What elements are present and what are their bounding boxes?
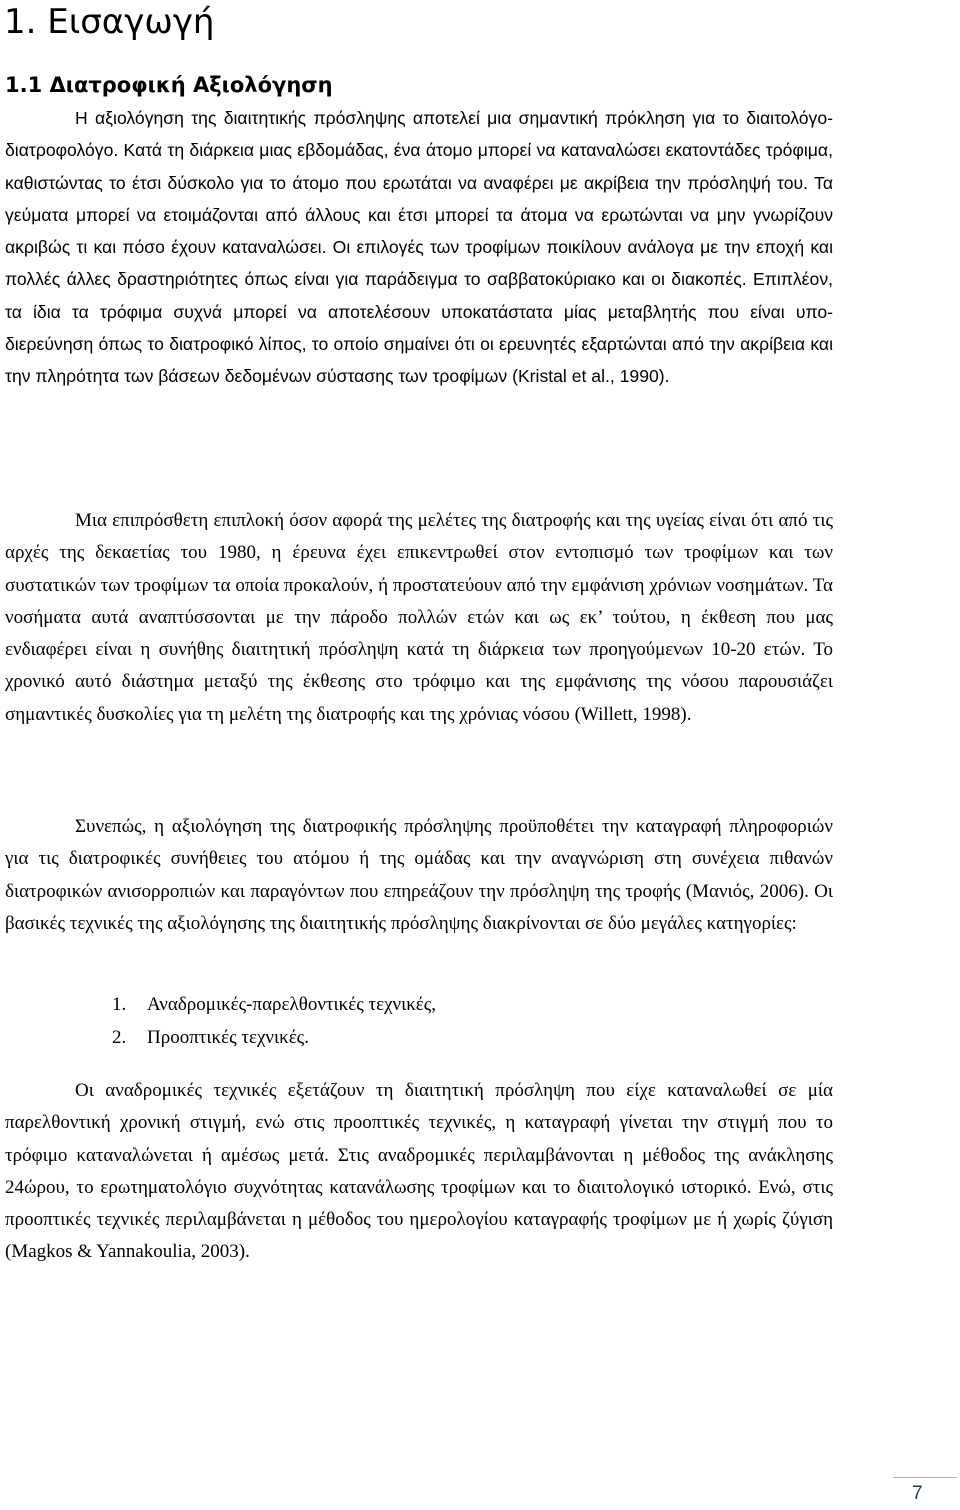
list-item-number: 2. xyxy=(112,1027,127,1048)
footer-divider xyxy=(893,1477,957,1478)
paragraph-3: Συνεπώς, η αξιολόγηση της διατροφικής πρόσληψης προϋποθέτει την καταγραφή πληροφοριών για τις διατροφικές συνήθειες του ατόμου ή της ομάδας και την αναγνώριση στη συνέχεια πιθανών διατροφικών ανισορροπιών και παραγόντων που επηρεάζουν την πρόσληψη της τροφής (Μανιός, 2006). Οι βασικές τεχνικές της αξιολόγησης της διαιτητικής πρόσληψης διακρίνονται σε δύο μεγάλες κατηγορίες: xyxy=(5,816,833,934)
paragraph-4: Οι αναδρομικές τεχνικές εξετάζουν τη διαιτητική πρόσληψη που είχε καταναλωθεί σε μία παρελθοντική χρονική στιγμή, ενώ στις προοπτικές τεχνικές, η καταγραφή γίνεται την στιγμή που το τρόφιμο καταναλώνεται ή αμέσως μετά. Στις αναδρομικές περιλαμβάνονται η μέθοδος της ανάκλησης 24ώρου, το ερωτηματολόγιο συχνότητας κατανάλωσης τροφίμων και το διαιτολογικό ιστορικό. Ενώ, στις προοπτικές τεχνικές περιλαμβάνεται η μέθοδος του ημερολογίου καταγραφής τροφίμων με ή χωρίς ζύγιση (Magkos & Yannakoulia, 2003). xyxy=(5,1080,833,1263)
list-item xyxy=(112,988,436,1021)
list-item-text: Αναδρομικές-παρελθοντικές τεχνικές, xyxy=(147,994,437,1015)
page-number: 7 xyxy=(912,1483,923,1504)
section-heading: 1.1 Διατροφική Αξιολόγηση xyxy=(5,73,333,97)
list-item-text: Προοπτικές τεχνικές. xyxy=(147,1027,309,1048)
chapter-heading: 1. Εισαγωγή xyxy=(4,2,215,42)
technique-list xyxy=(112,988,436,1054)
list-item xyxy=(112,1021,436,1054)
list-item-number: 1. xyxy=(112,994,127,1015)
paragraph-1: Η αξιολόγηση της διαιτητικής πρόσληψης αποτελεί μια σημαντική πρόκληση για το διαιτολόγο-διατροφολόγο. Κατά τη διάρκεια μιας εβδομάδας, ένα άτομο μπορεί να καταναλώσει εκατοντάδες τρόφιμα, καθιστώντας το έτσι δύσκολο για το άτομο που ερωτάται να αναφέρει με ακρίβεια την πρόσληψή του. Τα γεύματα μπορεί να ετοιμάζονται από άλλους και έτσι μπορεί τα άτομα να ερωτώνται να μην γνωρίζουν ακριβώς τι και πόσο έχουν καταναλώσει. Οι επιλογές των τροφίμων ποικίλουν ανάλογα με την εποχή και πολλές άλλες δραστηριότητες όπως είναι για παράδειγμα το σαββατοκύριακο και οι διακοπές. Επιπλέον, τα ίδια τα τρόφιμα συχνά μπορεί να αποτελέσουν υποκατάστατα μίας μεταβλητής που είναι υπο-διερεύνηση όπως το διατροφικό λίπος, το οποίο σημαίνει ότι οι ερευνητές εξαρτώνται από την ακρίβεια και την πληρότητα των βάσεων δεδομένων σύστασης των τροφίμων (Kristal et al., 1990). xyxy=(5,108,833,387)
paragraph-2: Μια επιπρόσθετη επιπλοκή όσον αφορά της μελέτες της διατροφής και της υγείας είναι ότι από τις αρχές της δεκαετίας του 1980, η έρευνα έχει επικεντρωθεί στον εντοπισμό των τροφίμων και των συστατικών των τροφίμων τα οποία προκαλούν, ή προστατεύουν από την εμφάνιση χρόνιων νοσημάτων. Τα νοσήματα αυτά αναπτύσσονται με την πάροδο πολλών ετών και ως εκ’ τούτου, η έκθεση που μας ενδιαφέρει είναι η συνήθης διαιτητική πρόσληψη κατά τη διάρκεια των προηγούμενων 10-20 ετών. Το χρονικό αυτό διάστημα μεταξύ της έκθεσης στο τρόφιμο και της εμφάνισης της νόσου παρουσιάζει σημαντικές δυσκολίες για τη μελέτη της διατροφής και της χρόνιας νόσου (Willett, 1998). xyxy=(5,510,833,725)
